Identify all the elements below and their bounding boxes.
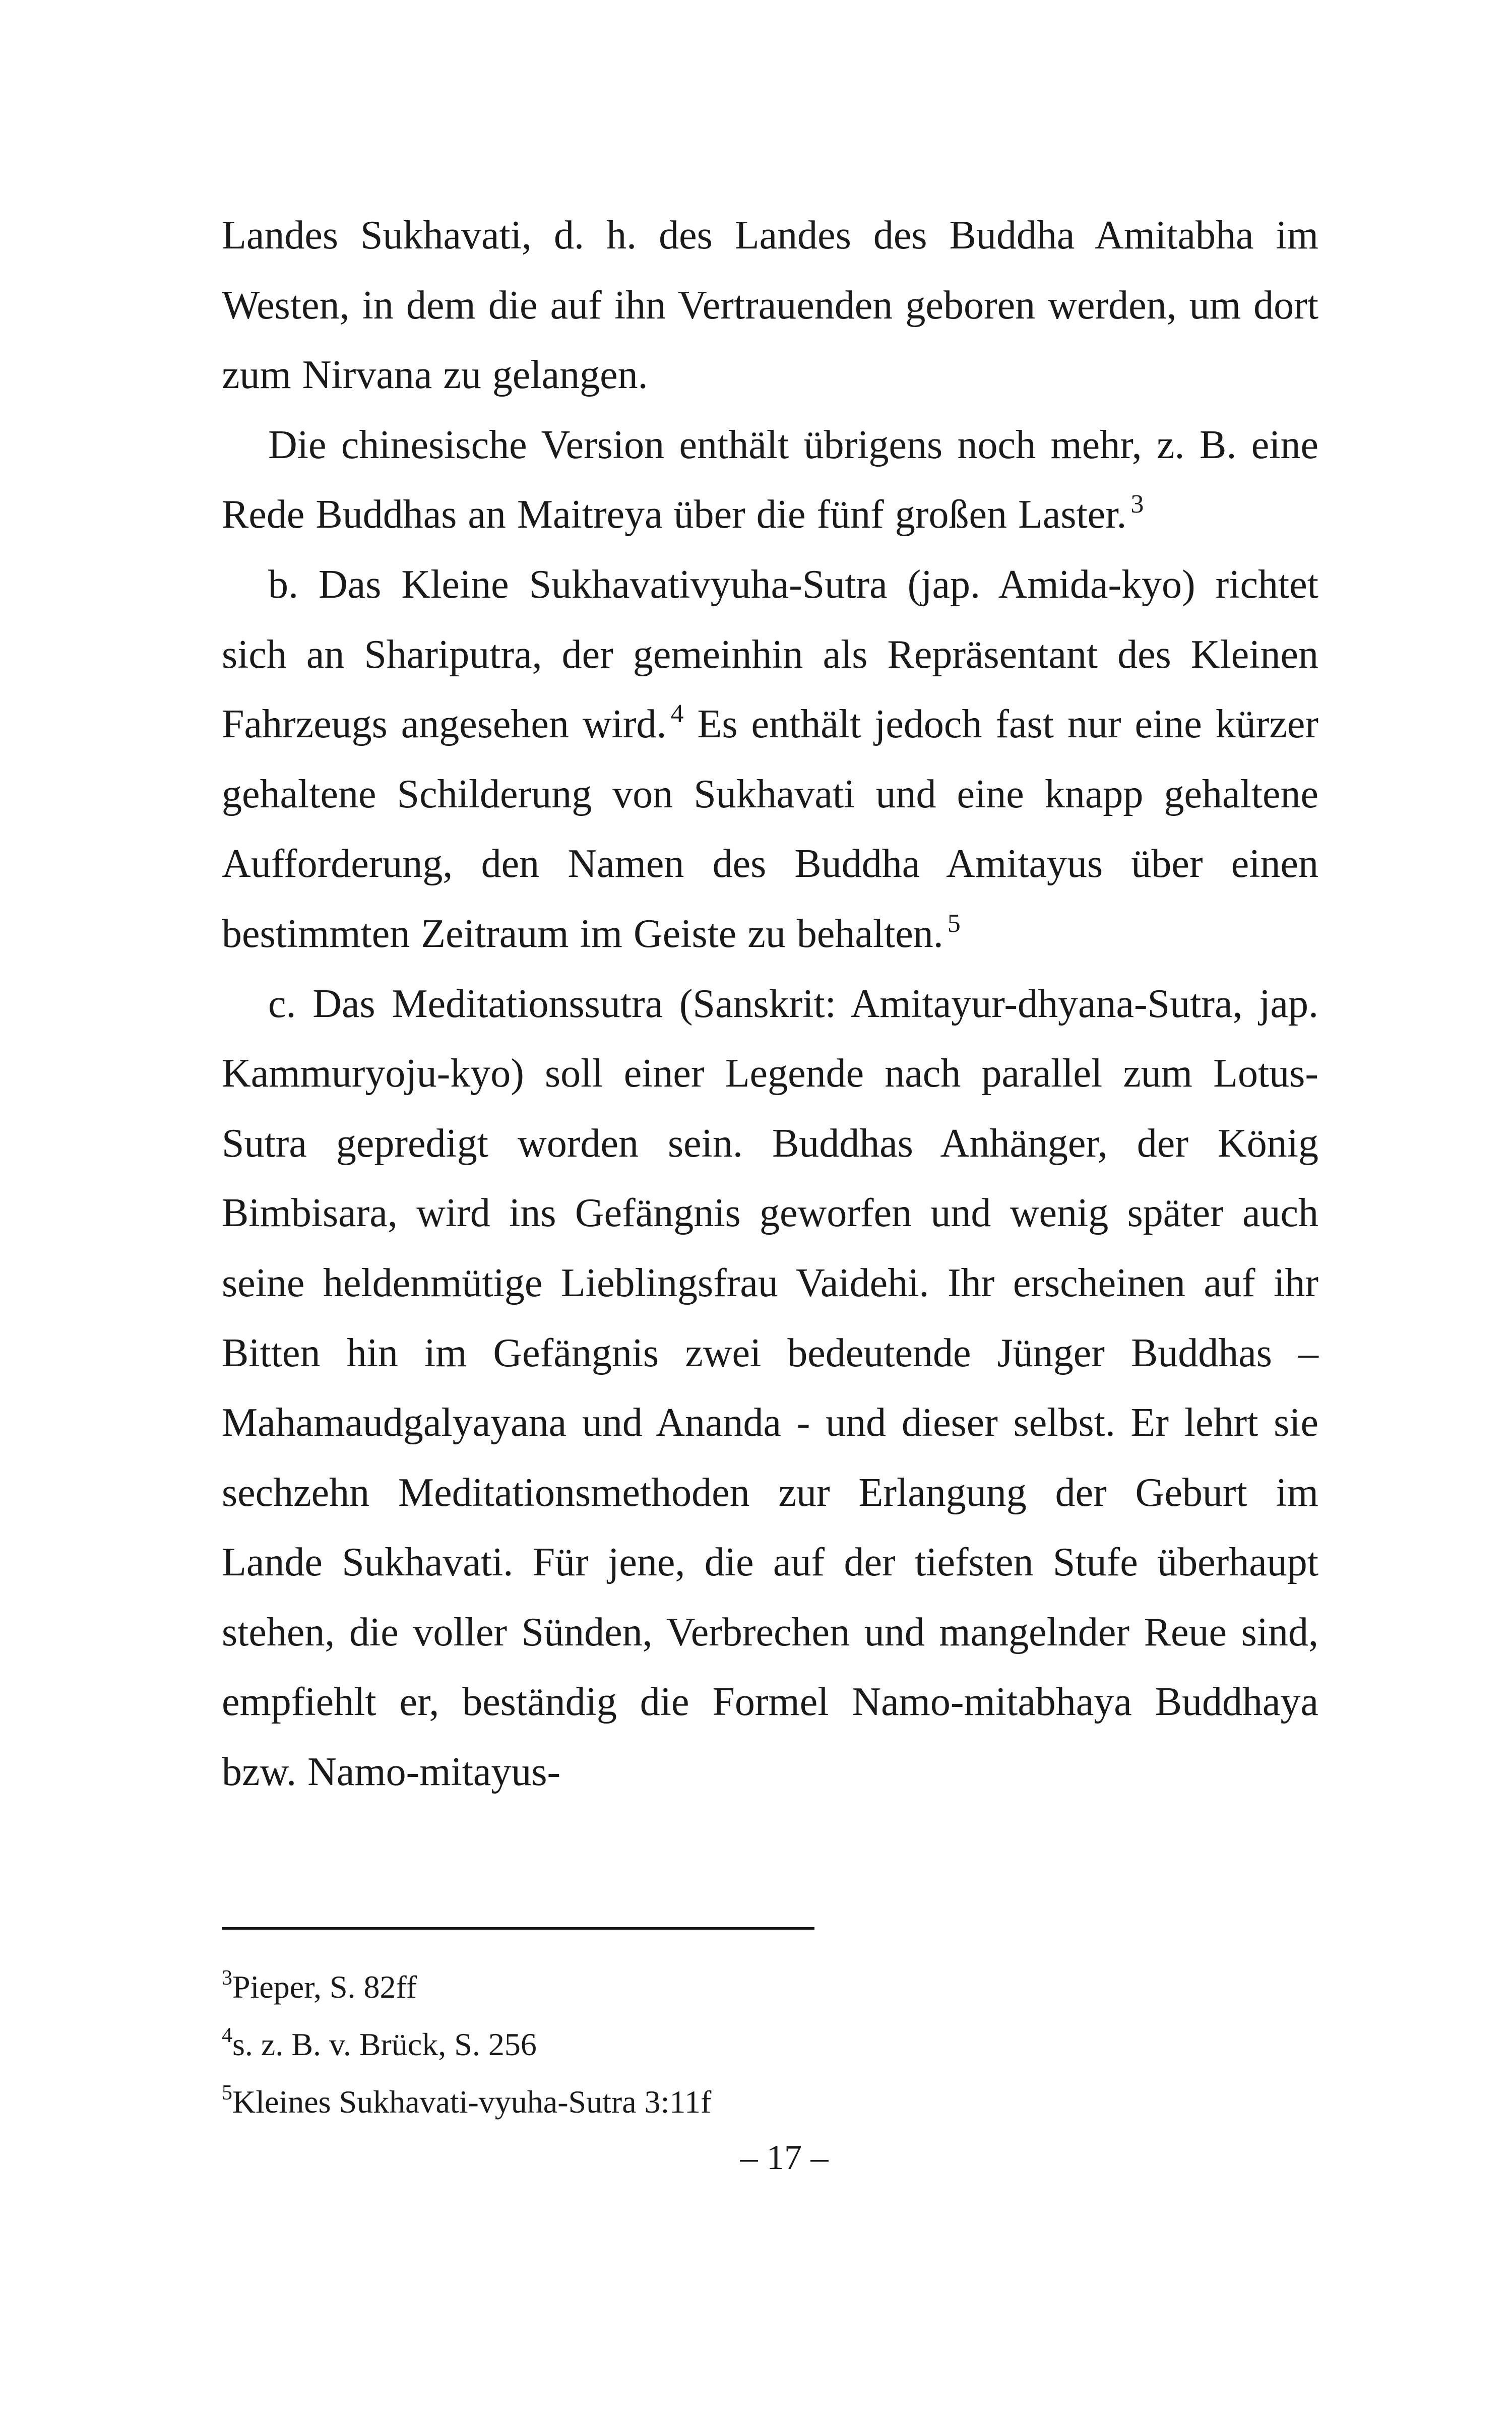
footnote-ref-4[interactable]: 4 [670,699,684,729]
footnote-ref-3[interactable]: 3 [1130,490,1144,519]
footnote-4 [222,2016,1318,2073]
footnote-4-text: s. z. B. v. Brück, S. 256 [232,2026,537,2062]
paragraph-1-text: Landes Sukhavati, d. h. des Landes des Buddha Amitabha im Westen, in dem die auf ihn Vertrauenden geboren werden, um dort zum Nirvana zu gelangen. [222,213,1318,398]
footnotes [222,1958,1318,2131]
page-number: – 17 – [740,2138,829,2177]
paragraph-3-text-a: b. Das Kleine Sukhavativyuha-Sutra (jap. Amida-kyo) richtet sich an Shariputra, der gemeinhin als Repräsentant des Kleinen Fahrzeugs angesehen wird. [222,562,1318,747]
footnote-separator [222,1927,814,1930]
footnote-3-text: Pieper, S. 82ff [232,1969,417,2005]
paragraph-3-text-b: Es enthält jedoch fast nur eine kürzer gehaltene Schilderung von Sukhavati und eine knapp gehaltene Aufforderung, den Namen des Buddha Amitayus über einen bestimmten Zeitraum im Geiste zu behalten. [222,702,1319,956]
paragraph-2-text: Die chinesische Version enthält übrigens noch mehr, z. B. eine Rede Buddhas an Maitreya über die fünf großen Laster. [222,422,1318,537]
paragraph-1 [222,201,1318,410]
footnote-3-number: 3 [222,1966,232,1990]
footnote-4-number: 4 [222,2024,232,2047]
body-text [222,201,1318,1807]
footnote-ref-5[interactable]: 5 [947,909,961,938]
footnote-5-number: 5 [222,2081,232,2105]
paragraph-4-text: c. Das Meditationssutra (Sanskrit: Amitayur-dhyana-Sutra, jap. Kammuryoju-kyo) soll einer Legende nach parallel zum Lotus-Sutra gepredigt worden sein. Buddhas Anhänger, der König Bimbisara, wird ins Gefängnis geworfen und wenig später auch seine heldenmütige Lieblingsfrau Vaidehi. Ihr erscheinen auf ihr Bitten hin im Gefängnis zwei bedeutende Jünger Buddhas – Mahamaudgalyayana und Ananda - und dieser selbst. Er lehrt sie sechzehn Meditationsmethoden zur Erlangung der Geburt im Lande Sukhavati. Für jene, die auf der tiefsten Stufe überhaupt stehen, die voller Sünden, Verbrechen und mangelnder Reue sind, empfiehlt er, beständig die Formel Namo-mitabhaya Buddhaya bzw. Namo-mitayus- [222,981,1318,1795]
footnote-5-text: Kleines Sukhavati-vyuha-Sutra 3:11f [232,2084,712,2120]
footnote-5 [222,2073,1318,2131]
paragraph-3 [222,550,1318,969]
paragraph-4 [222,969,1318,1807]
paragraph-2 [222,410,1318,550]
footnote-3 [222,1958,1318,2016]
